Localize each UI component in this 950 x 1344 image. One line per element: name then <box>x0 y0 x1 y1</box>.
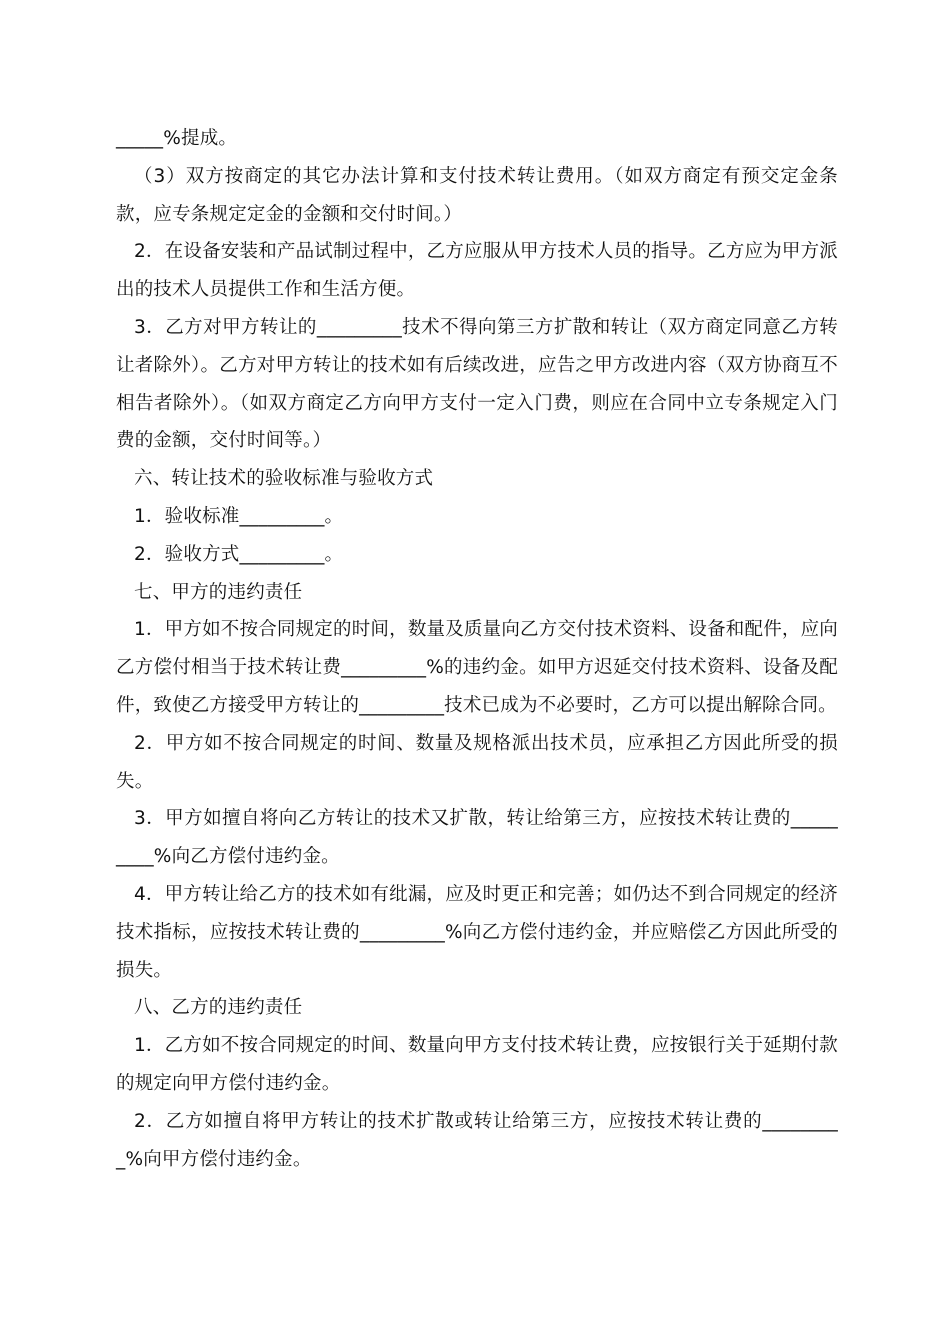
section-heading-party-b-liability: 八、乙方的违约责任 <box>134 997 303 1019</box>
section-heading-acceptance: 六、转让技术的验收标准与验收方式 <box>134 468 434 490</box>
paragraph-party-b-diffusion: 2．乙方如擅自将甲方转让的技术扩散或转让给第三方，应按技术转让费的_________%向甲方偿付违约金。 <box>116 1110 838 1170</box>
section-heading-party-a-liability: 七、甲方的违约责任 <box>134 581 303 603</box>
paragraph-installation-guidance: 2．在设备安装和产品试制过程中，乙方应服从甲方技术人员的指导。乙方应为甲方派出的技术人员提供工作和生活方便。 <box>116 241 838 301</box>
document-page <box>116 120 838 1178</box>
paragraph-party-a-defects: 4．甲方转让给乙方的技术如有纰漏，应及时更正和完善；如仍达不到合同规定的经济技术指标，应按技术转让费的_________%向乙方偿付违约金，并应赔偿乙方因此所受的损失。 <box>116 883 838 981</box>
paragraph-party-a-technician: 2．甲方如不按合同规定的时间、数量及规格派出技术员，应承担乙方因此所受的损失。 <box>116 732 838 792</box>
paragraph-acceptance-method: 2．验收方式_________。 <box>134 543 344 565</box>
paragraph-no-diffusion: 3．乙方对甲方转让的_________技术不得向第三方扩散和转让（双方商定同意乙方转让者除外）。乙方对甲方转让的技术如有后续改进，应告之甲方改进内容（双方协商互不相告者除外）。（如双方商定乙方向甲方支付一定入门费，则应在合同中立专条规定入门费的金额，交付时间等。） <box>116 316 838 452</box>
paragraph-commission-end: _____%提成。 <box>116 128 238 149</box>
paragraph-party-a-delivery: 1．甲方如不按合同规定的时间，数量及质量向乙方交付技术资料、设备和配件，应向乙方偿付相当于技术转让费_________%的违约金。如甲方迟延交付技术资料、设备及配件，致使乙方接受甲方转让的_________技术已成为不必要时，乙方可以提出解除合同。 <box>116 619 838 716</box>
paragraph-party-a-diffusion: 3．甲方如擅自将向乙方转让的技术又扩散，转让给第三方，应按技术转让费的_________%向乙方偿付违约金。 <box>116 808 838 868</box>
paragraph-acceptance-standard: 1．验收标准_________。 <box>134 505 344 527</box>
paragraph-party-b-payment: 1．乙方如不按合同规定的时间、数量向甲方支付技术转让费，应按银行关于延期付款的规定向甲方偿付违约金。 <box>116 1035 838 1094</box>
paragraph-other-payment-method: （3）双方按商定的其它办法计算和支付技术转让费用。（如双方商定有预交定金条款，应专条规定定金的金额和交付时间。） <box>116 165 838 225</box>
